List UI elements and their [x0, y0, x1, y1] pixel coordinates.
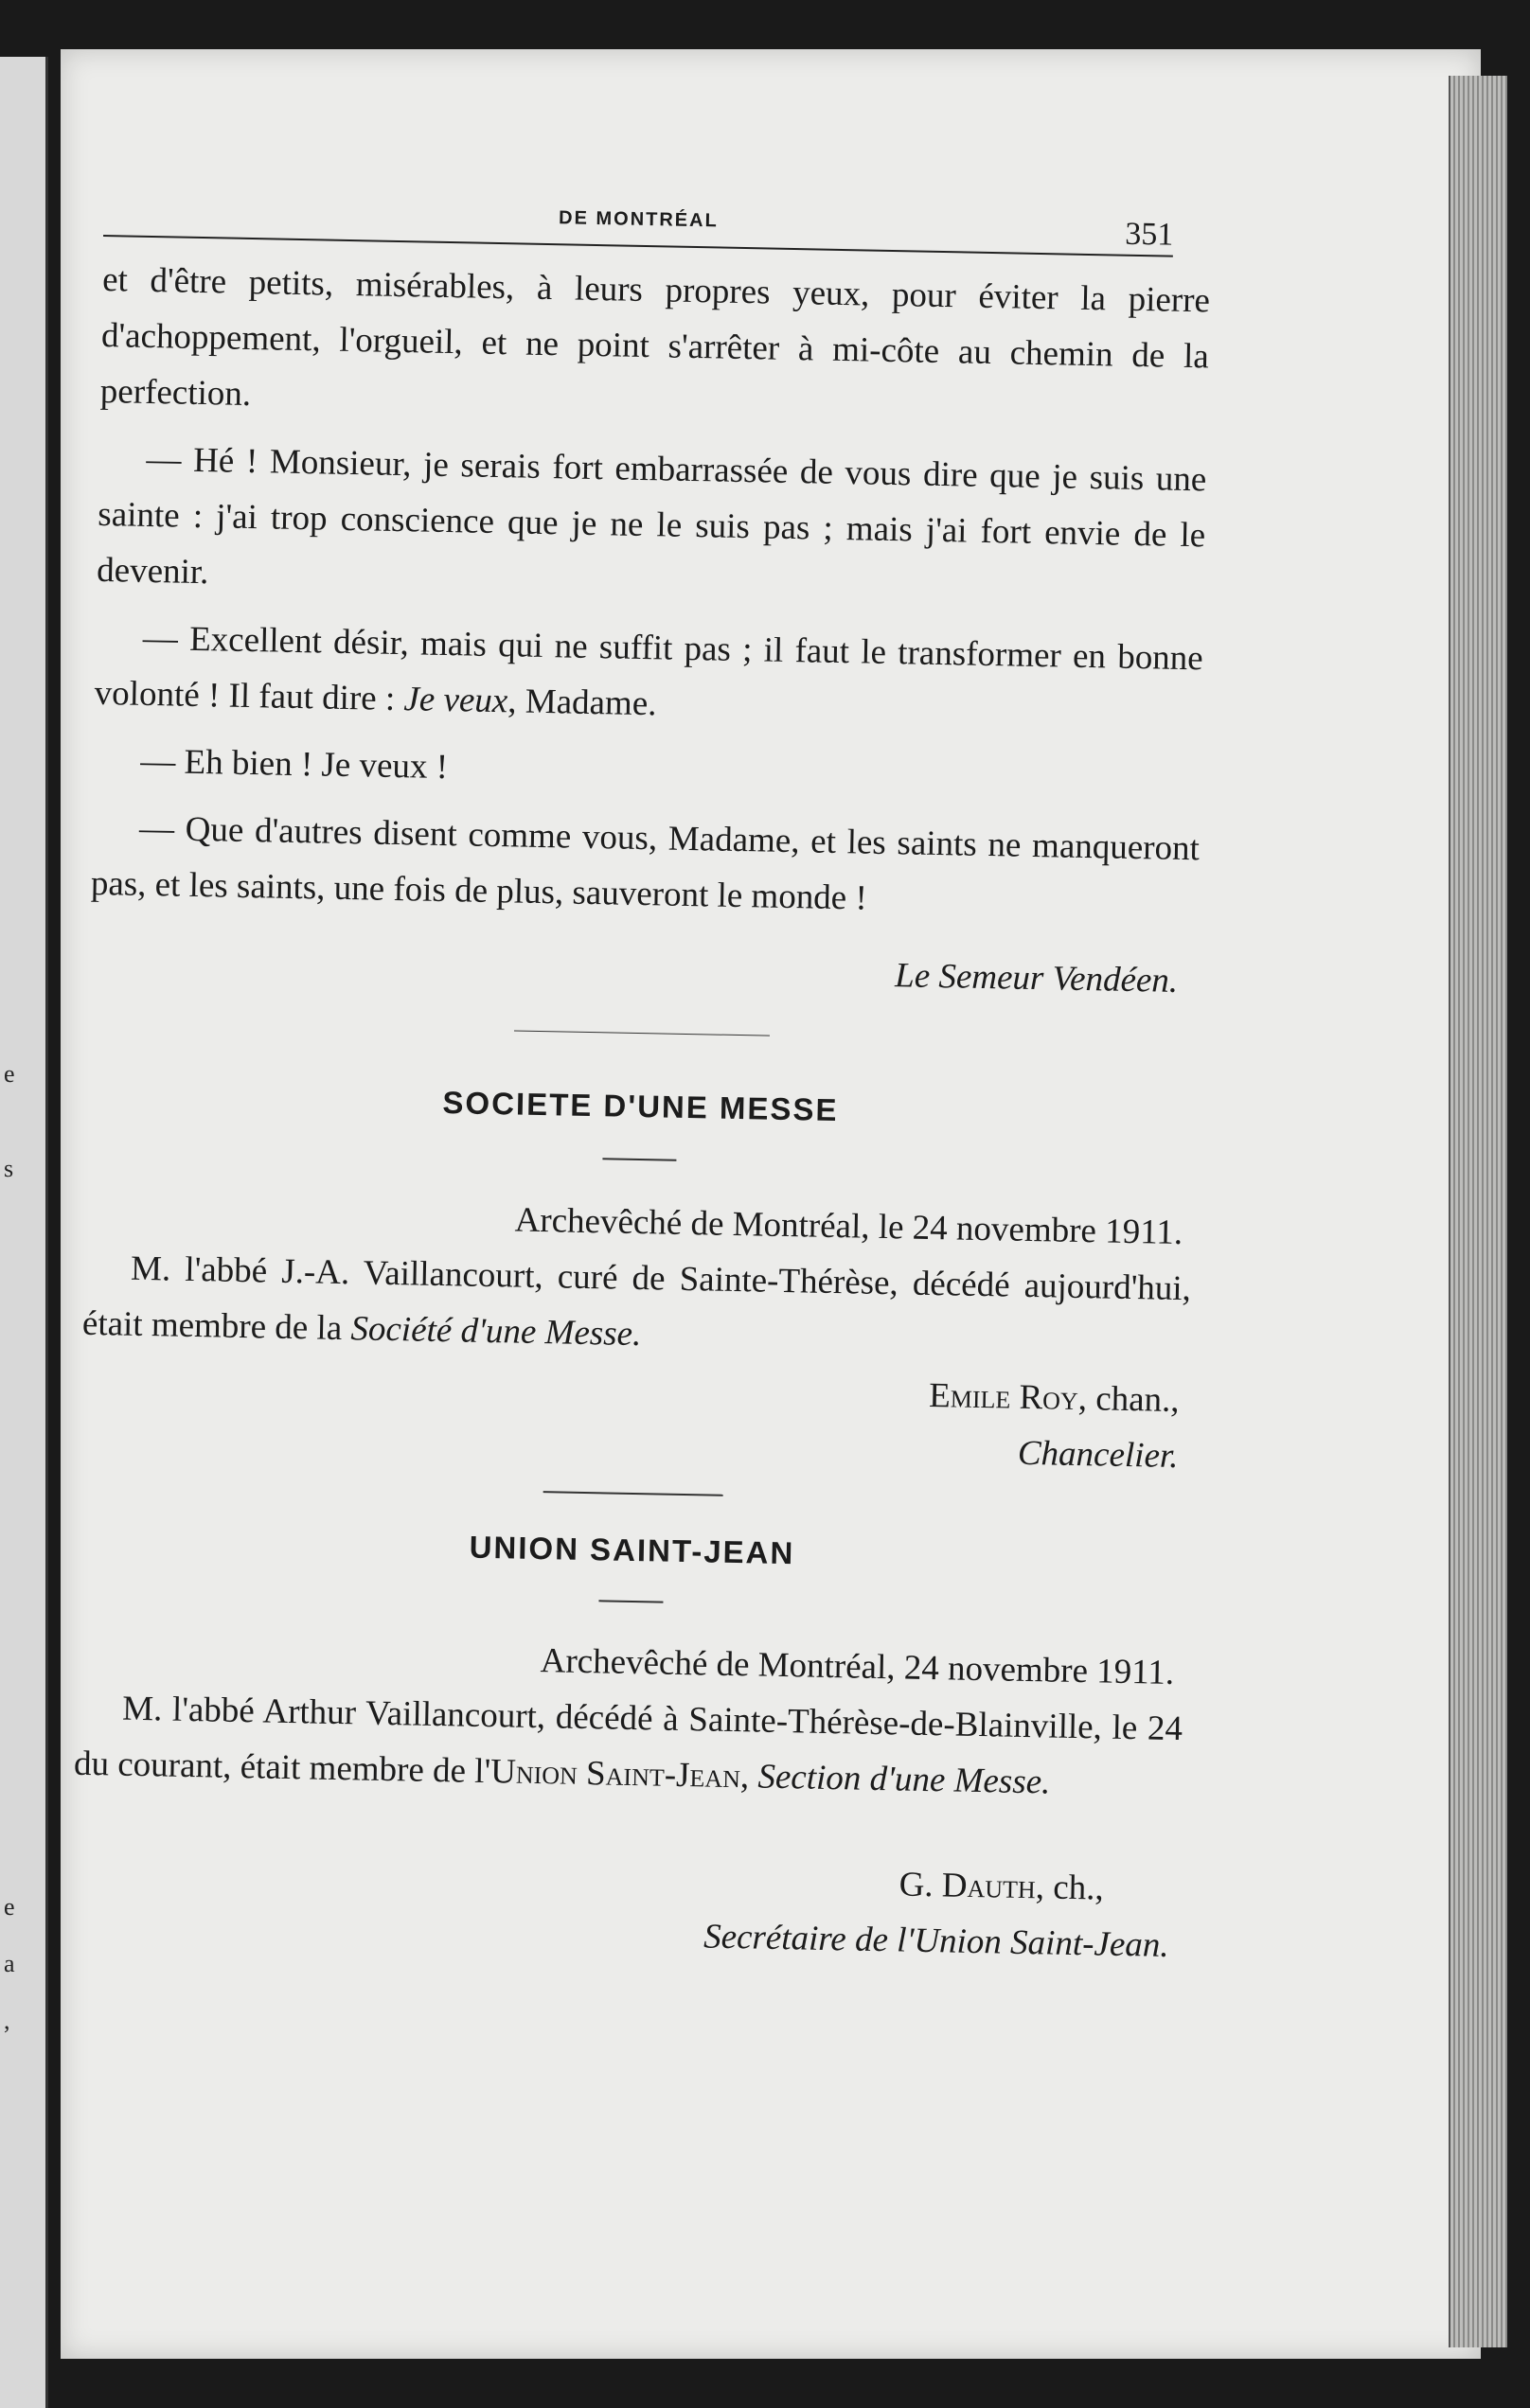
- section-divider: [514, 1030, 770, 1036]
- facing-page-fragment: a: [4, 1950, 15, 1977]
- title-rule: [602, 1158, 676, 1160]
- signature-name: Dauth: [941, 1866, 1037, 1907]
- header-rule: [103, 235, 1173, 257]
- emphasis-text: Section d'une Messe.: [757, 1757, 1051, 1802]
- notice-body: [81, 1240, 1191, 1372]
- paragraph: — Hé ! Monsieur, je serais fort embarrassée de vous dire que je suis une sainte : j'ai trop conscience que je ne le suis pas ; mais j'ai fort envie de le devenir.: [96, 439, 1207, 593]
- source-attribution: Le Semeur Vendéen.: [894, 956, 1179, 1000]
- signature-suffix: , chan.,: [1077, 1378, 1181, 1421]
- paragraph: — Que d'autres disent comme vous, Madame, et les saints ne manqueront pas, et les saints, une fois de plus, sauveront le monde !: [90, 808, 1201, 918]
- paragraph: [94, 610, 1203, 742]
- small-caps-text: Union Saint-Jean: [489, 1752, 741, 1797]
- facing-page-fragment: s: [4, 1155, 14, 1182]
- notice-text: ,: [739, 1757, 758, 1797]
- notice-text: M. l'abbé Arthur Vaillancourt, décédé à Sainte-Thérèse-de-Blainville, le 24 du courant, était membre de l': [73, 1689, 1183, 1792]
- notice-text: M. l'abbé J.-A. Vaillancourt, curé de Sainte-Thérèse, décédé aujourd'hui, était membre de la: [81, 1248, 1192, 1349]
- paragraph: et d'être petits, misérables, à leurs propres yeux, pour éviter la pierre d'achoppement, l'orgueil, et ne point s'arrêter à mi-côte au chemin de la perfection.: [99, 259, 1211, 415]
- signature-suffix: , ch.,: [1035, 1868, 1105, 1908]
- facing-page-fragment: e: [4, 1893, 15, 1921]
- paragraph-text: — Excellent désir, mais qui ne suffit pas ; il faut le transformer en bonne volonté ! Il faut dire :: [94, 618, 1204, 719]
- signature-title: Chancelier.: [1017, 1433, 1179, 1477]
- page-block-edge: [1449, 76, 1507, 2347]
- signature-prefix: G.: [898, 1865, 943, 1905]
- section-title: SOCIETE D'UNE MESSE: [442, 1085, 839, 1128]
- signature-title: Secrétaire de l'Union Saint-Jean.: [703, 1917, 1169, 1965]
- page-number: 351: [1124, 216, 1174, 253]
- paragraph: — Eh bien ! Je veux !: [140, 741, 449, 788]
- paragraph-text: , Madame.: [507, 682, 657, 724]
- title-rule: [598, 1600, 663, 1602]
- facing-page-edge: [0, 57, 48, 2408]
- section-divider: [543, 1491, 723, 1496]
- emphasis-text: Je veux: [403, 680, 508, 721]
- dateline: Archevêché de Montréal, le 24 novembre 1911.: [514, 1200, 1183, 1253]
- notice-body: [73, 1680, 1183, 1813]
- facing-page-fragment: ,: [4, 2007, 10, 2034]
- facing-page-fragment: e: [4, 1060, 15, 1088]
- running-head-title: DE MONTRÉAL: [558, 207, 720, 232]
- page-content: [70, 189, 1212, 1974]
- emphasis-text: Société d'une Messe.: [350, 1309, 642, 1354]
- signature-name: Emile Roy: [928, 1375, 1079, 1418]
- dateline: Archevêché de Montréal, 24 novembre 1911.: [540, 1641, 1175, 1692]
- section-title: UNION SAINT-JEAN: [469, 1529, 795, 1571]
